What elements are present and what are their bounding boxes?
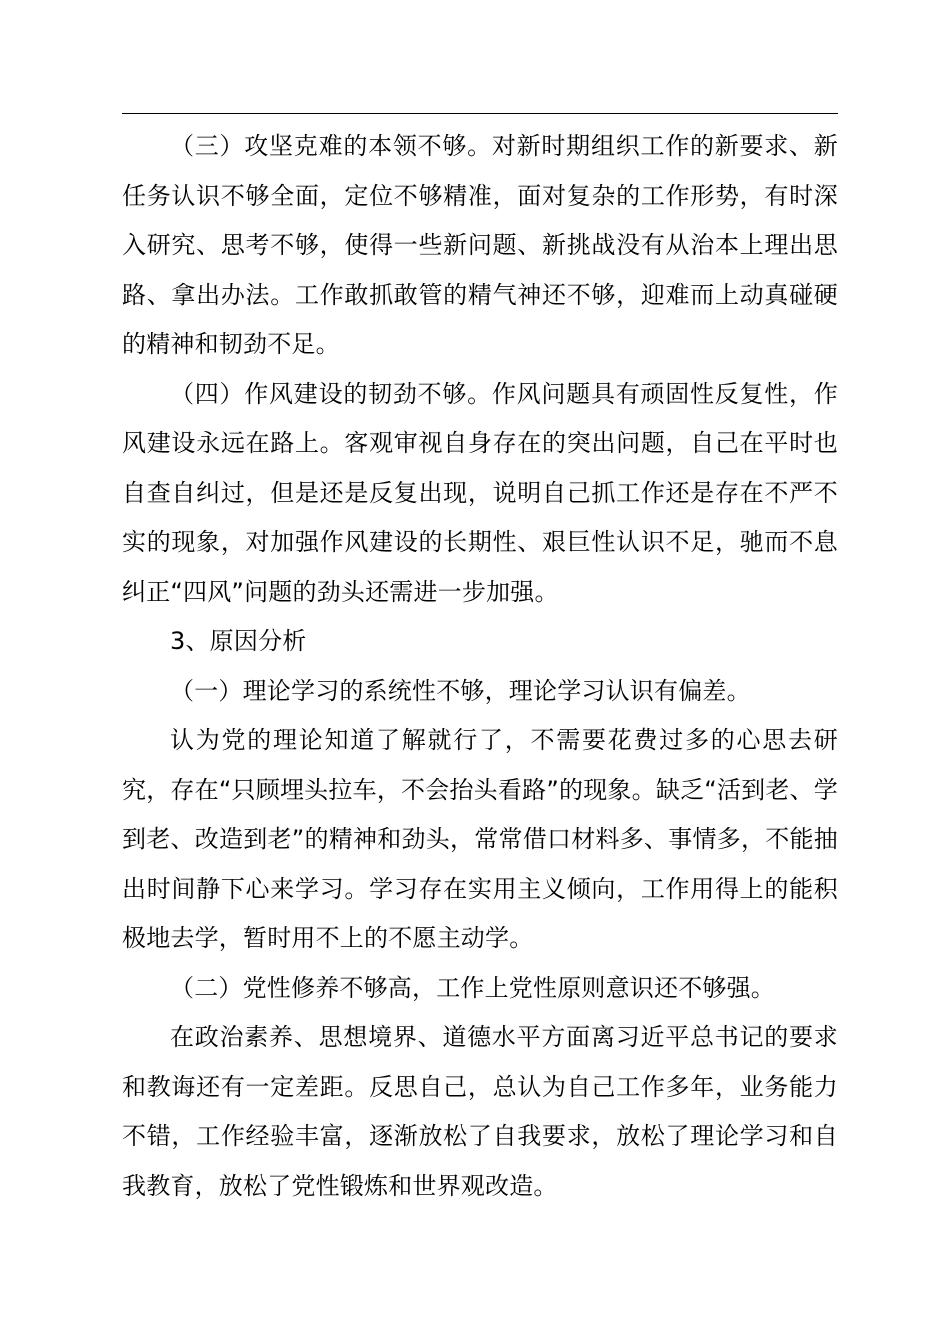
body-text — [122, 122, 838, 1211]
section-heading-cause-analysis: 3、原因分析 — [170, 627, 307, 655]
subheading-party-spirit: （二）党性修养不够高，工作上党性原则意识还不够强。 — [170, 973, 775, 1002]
subheading-theory-study: （一）理论学习的系统性不够，理论学习认识有偏差。 — [170, 676, 751, 705]
paragraph-section-4-work-style: （四）作风建设的韧劲不够。作风问题具有顽固性反复性，作风建设永远在路上。客观审视自身存在的突出问题，自己在平时也自查自纠过，但是还是反复出现，说明自己抓工作还是存在不严不实的现象，对加强作风建设的长期性、艰巨性认识不足，驰而不息纠正“四风”问题的劲头还需进一步加强。 — [122, 379, 838, 606]
paragraph-section-3-skills: （三）攻坚克难的本领不够。对新时期组织工作的新要求、新任务认识不够全面，定位不够精准，面对复杂的工作形势，有时深入研究、思考不够，使得一些新问题、新挑战没有从治本上理出思路、拿出办法。工作敢抓敢管的精气神还不够，迎难而上动真碰硬的精神和韧劲不足。 — [122, 132, 838, 358]
paragraph-theory-study: 认为党的理论知道了解就行了，不需要花费过多的心思去研究，存在“只顾埋头拉车，不会抬头看路”的现象。缺乏“活到老、学到老、改造到老”的精神和劲头，常常借口材料多、事情多，不能抽出时间静下心来学习。学习存在实用主义倾向，工作用得上的能积极地去学，暂时用不上的不愿主动学。 — [122, 726, 838, 952]
header-rule — [122, 113, 838, 114]
paragraph-party-spirit: 在政治素养、思想境界、道德水平方面离习近平总书记的要求和教诲还有一定差距。反思自己，总认为自己工作多年，业务能力不错，工作经验丰富，逐渐放松了自我要求，放松了理论学习和自我教育，放松了党性锻炼和世界观改造。 — [122, 1023, 838, 1200]
